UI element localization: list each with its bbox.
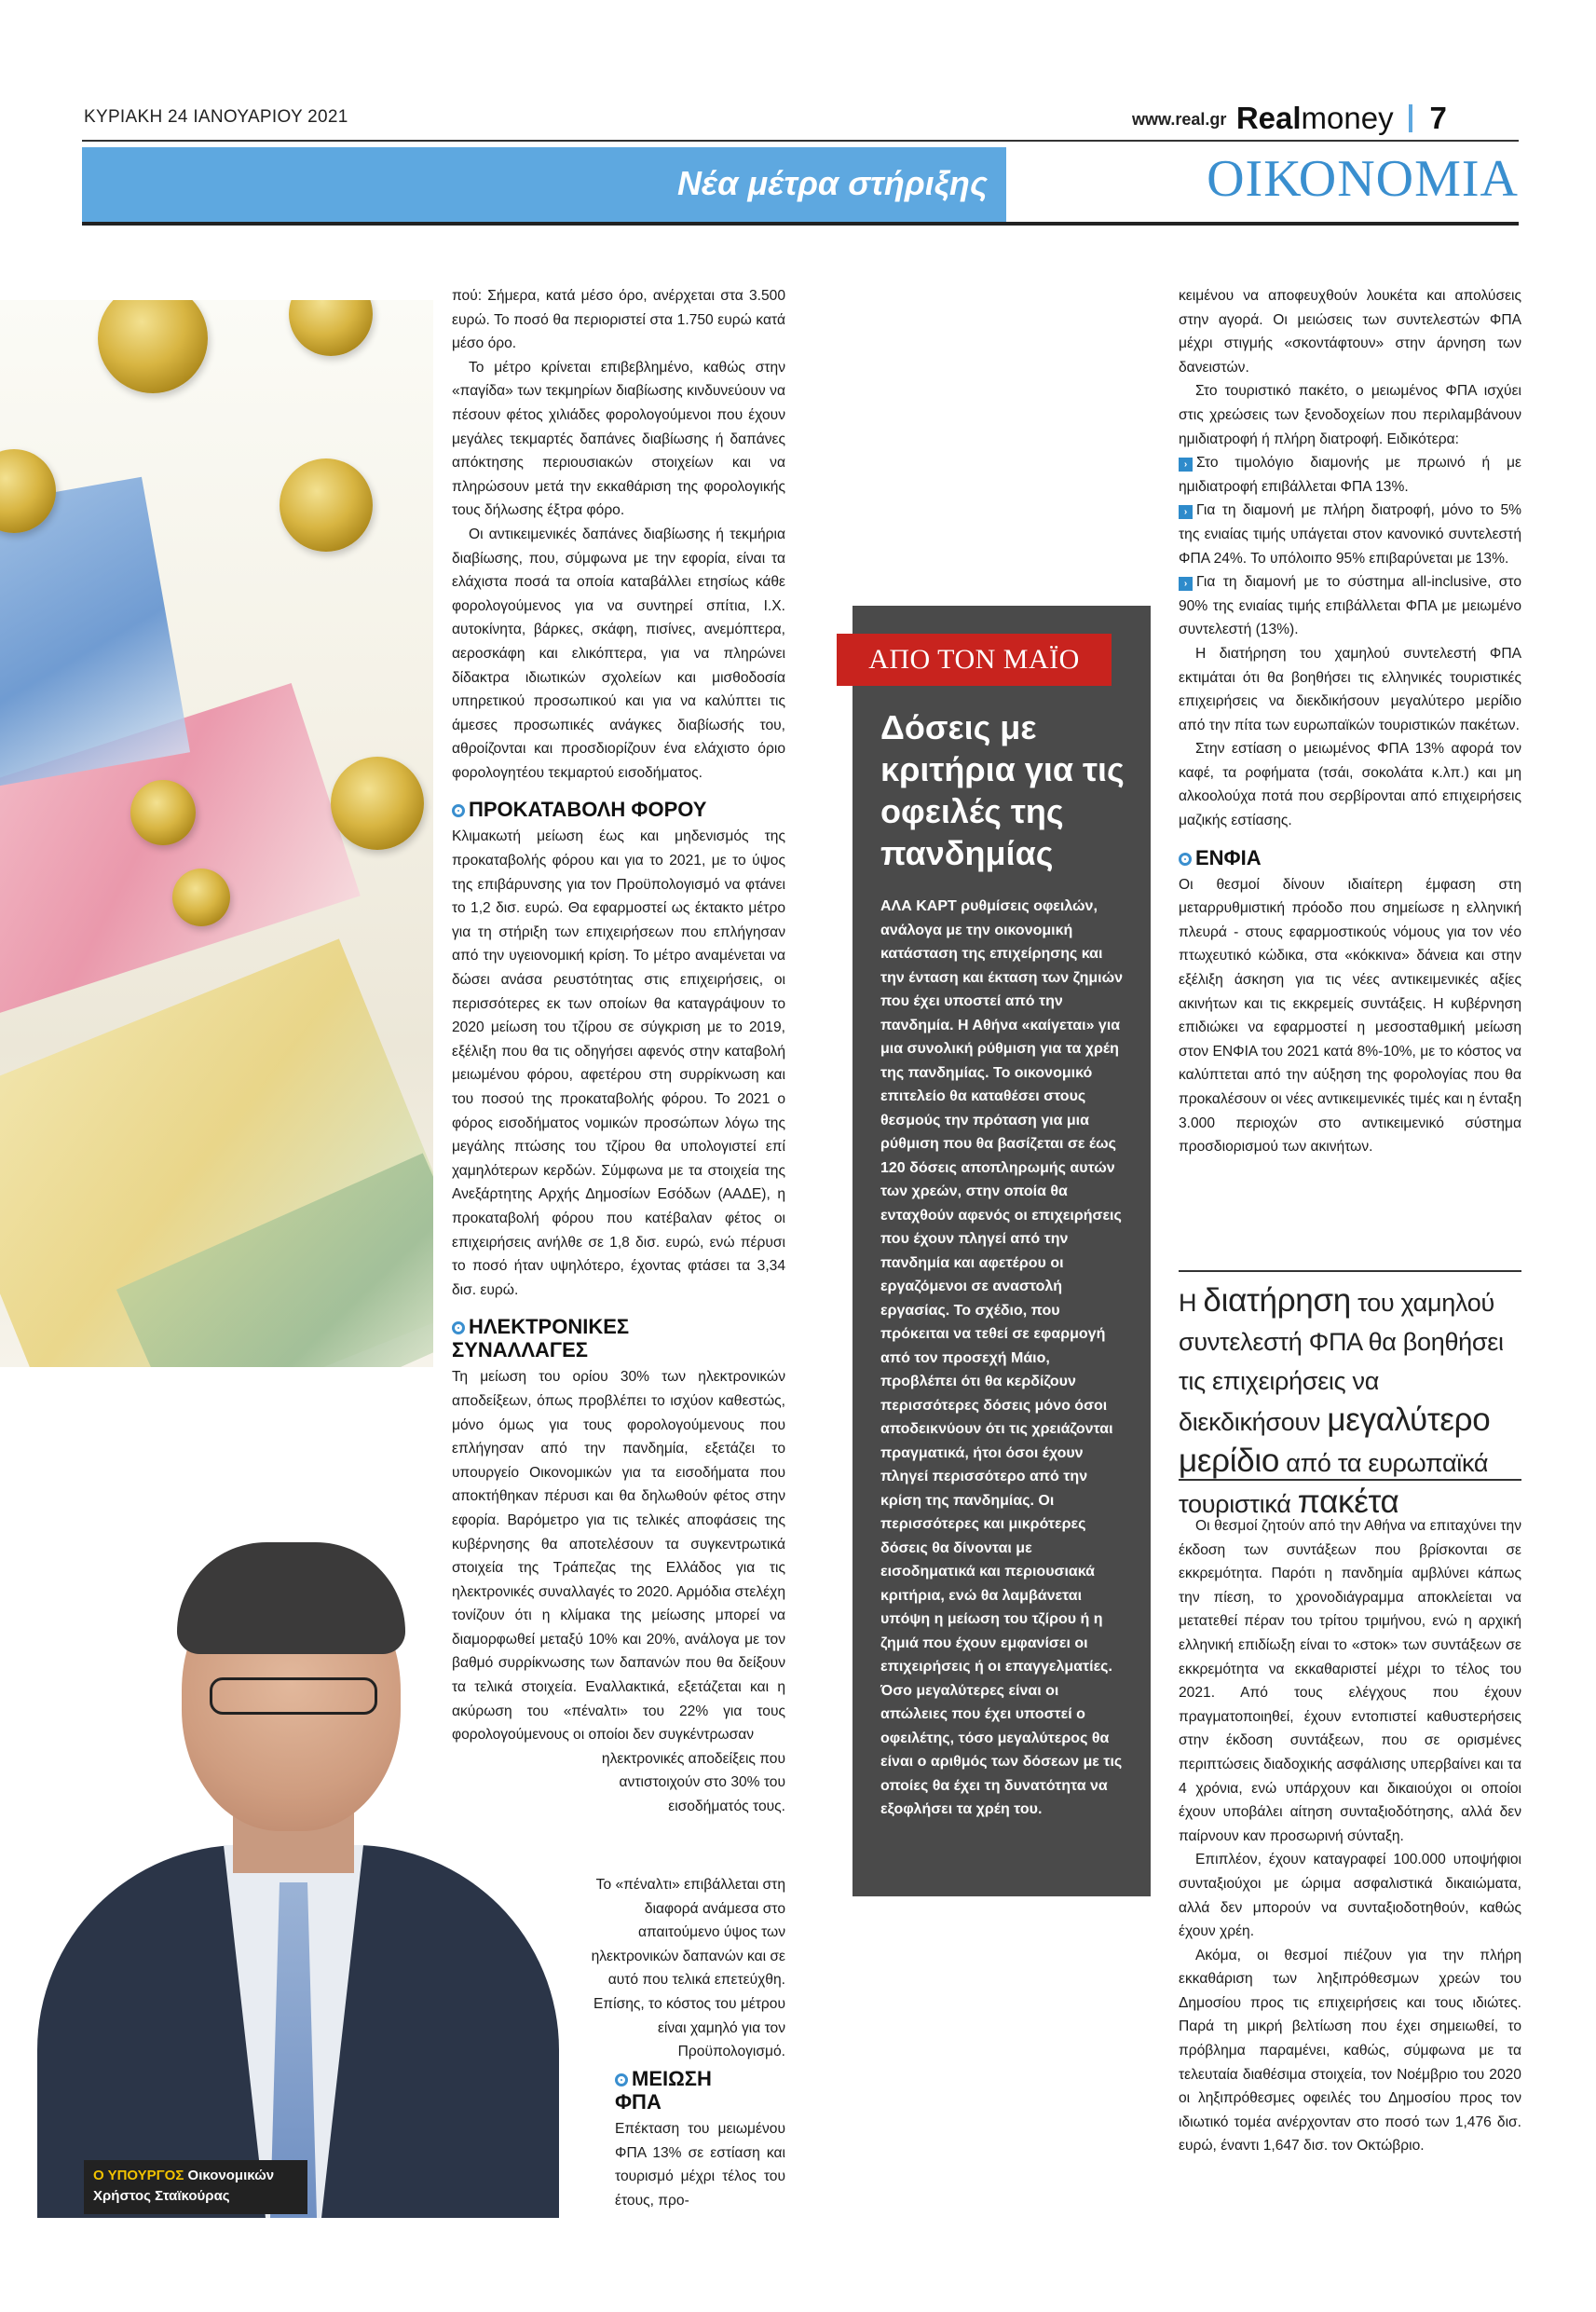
section-rule	[82, 222, 1519, 226]
section-title: Νέα μέτρα στήριξης	[676, 164, 988, 202]
arrow-icon: ›	[1179, 577, 1193, 591]
paragraph: Στο τουριστικό πακέτο, ο μειωμένος ΦΠΑ ισχύει στις χρεώσεις των ξενοδοχείων που περιλαμβάνουν ημιδιατροφή ή πλήρη διατροφή. Ειδικότερα:	[1179, 383, 1521, 447]
bullet-item: › Για τη διαμονή με το σύστημα all-inclusive, στο 90% της ενιαίας τιμής επιβάλλεται ΦΠΑ με μειωμένο συντελεστή (13%).	[1179, 574, 1521, 638]
hair	[177, 1542, 405, 1654]
column-3-lower	[1179, 1514, 1521, 2158]
paragraph: Τη μείωση του ορίου 30% των ηλεκτρονικών αποδείξεων, όπως προβλέπει το ισχύον καθεστώς, μόνο όμως για τους φορολογούμενους που επλήγησαν από την πανδημία, εξετάζει το υπουργείο Οικονομικών για τα εισοδήματα που αποκτήθηκαν πέρυσι και θα δηλωθούν φέτος στην εφορία. Βαρόμετρο για τις τελικές αποφάσεις της κυβέρνησης θα αποτελέσουν τα συγκεντρωτικά στοιχεία της Τράπεζας της Ελλάδος για τις ηλεκτρονικές συναλλαγές το 2020. Αρμόδια στελέχη τονίζουν ότι η κλίμακα της μείωσης μπορεί να διαμορφωθεί μεταξύ 10% και 20%, ανάλογα με τον βαθμό συρρίκνωσης των δαπανών που θα δείξουν τα τελικά στοιχεία. Εναλλακτικά, εξετάζεται και η ακύρωση του «πέναλτι» του 22% για τους φορολογούμενους οι οποίοι δεν συγκέντρωσαν	[452, 1369, 785, 1744]
caption-label: Ο ΥΠΟΥΡΓΟΣ	[93, 2168, 184, 2183]
column-1-lower	[578, 1873, 785, 2064]
page-date: ΚΥΡΙΑΚΗ 24 ΙΑΝΟΥΑΡΙΟΥ 2021	[84, 107, 348, 127]
paragraph: Οι θεσμοί ζητούν από την Αθήνα να επιταχύνει την έκδοση των συντάξεων που βρίσκονται σε εκκρεμότητα. Παρότι η πανδημία αμβλύνει κάπως την πίεση, το χρονοδιάγραμμα αποκλείεται να μετατεθεί πέραν του τρίτου τριμήνου, ενώ η αρχική ελληνική επιδίωξη είναι το «στοκ» των συντάξεων σε εκκρεμότητα να εκκαθαριστεί μέχρι το τέλος του 2021. Από τους ελέγχους που έχουν πραγματοποιηθεί, έχουν εντοπιστεί καθυστερήσεις στην έκδοση συντάξεων, που σε ορισμένες περιπτώσεις διαδοχικής ασφάλισης υπερβαίνει και τα 4 χρόνια, ενώ υπάρχουν και δικαιούχοι οι οποίοι έχουν υποβάλει αίτηση συνταξιοδότησης, αλλά δεν παίρνουν καν προσωρινή σύνταξη.	[1179, 1518, 1521, 1844]
coin	[331, 757, 424, 850]
paragraph: Η διατήρηση του χαμηλού συντελεστή ΦΠΑ εκτιμάται ότι θα βοηθήσει τις ελληνικές τουριστικές επιχειρήσεις να διεκδικήσουν μεγαλύτερο μερίδιο από την πίτα των ευρωπαϊκών τουριστικών πακέτων.	[1179, 645, 1521, 733]
paragraph: πού: Σήμερα, κατά μέσο όρο, ανέρχεται στα 3.500 ευρώ. Το ποσό θα περιοριστεί στα 1.750 ευρώ κατά μέσο όρο.	[452, 288, 785, 352]
caption-line1: Οικονομικών	[187, 2168, 275, 2183]
pull-quote: Η διατήρηση του χαμηλού συντελεστή ΦΠΑ θα βοηθήσει τις επιχειρήσεις να διεκδικήσουν μεγαλύτερο μερίδιο από τα ευρωπαϊκά τουριστικά πακέτα	[1179, 1282, 1504, 1520]
paragraph: Επέκταση του μειωμένου ΦΠΑ 13% σε εστίαση και τουρισμό μέχρι τέλος του έτους, προ-	[615, 2121, 785, 2209]
target-icon	[452, 804, 465, 817]
subheading-enfia: ΕΝΦΙΑ	[1179, 846, 1521, 869]
coin	[289, 300, 373, 356]
column-1	[452, 284, 785, 1819]
target-icon	[1179, 853, 1192, 866]
bullet-item: › Στο τιμολόγιο διαμονής με πρωινό ή με ημιδιατροφή επιβάλλεται ΦΠΑ 13%.	[1179, 455, 1521, 495]
paragraph: Στην εστίαση ο μειωμένος ΦΠΑ 13% αφορά τον καφέ, τα ροφήματα (τσάι, σοκολάτα κ.λπ.) και μη αλκοολούχα ποτά που σερβίρονται από επιχειρήσεις μαζικής εστίασης.	[1179, 741, 1521, 829]
paragraph: Επιπλέον, έχουν καταγραφεί 100.000 υποψήφιοι συνταξιούχοι με ώριμα ασφαλιστικά δικαιώματα, αλλά δεν μπορούν να συνταξιοδοτηθούν, καθώς έχουν χρέη.	[1179, 1852, 1521, 1940]
photo-caption	[84, 2160, 307, 2214]
caption-line2: Χρήστος Σταϊκούρας	[93, 2188, 230, 2204]
subheading-meiosi-fpa: ΜΕΙΩΣΗ ΦΠΑ	[615, 2067, 712, 2114]
coin	[130, 780, 196, 845]
bullet-item: › Για τη διαμονή με πλήρη διατροφή, μόνο το 5% της ενιαίας τιμής υπάγεται στον κανονικό συντελεστή ΦΠΑ 24%. Το υπόλοιπο 95% επιβαρύνεται με 13%.	[1179, 502, 1521, 567]
brand-real: Real	[1235, 101, 1302, 135]
column-3	[1179, 284, 1521, 1159]
coins-banknotes-photo	[0, 300, 433, 1367]
header-rule	[82, 140, 1519, 142]
coin	[280, 458, 373, 552]
column-1-bottom	[615, 2067, 785, 2212]
pull-quote-rule-bottom	[1179, 1479, 1521, 1481]
box-text: ρυθμίσεις οφειλών, ανάλογα με την οικονομική κατάσταση της επιχείρησης και την ένταση και έκταση των ζημιών που έχει υποστεί από την πανδημία. Η Αθήνα «καίγεται» για μια συνολική ρύθμιση για τα χρέη της πανδημίας. Το οικονομικό επιτελείο θα καταθέσει στους θεσμούς την πρόταση για μια ρύθμιση που θα βασίζεται σε έως 120 δόσεις αποπληρωμής αυτών των χρεών, στην οποία θα ενταχθούν αφενός οι επιχειρήσεις που έχουν πληγεί από την πανδημία και αφετέρου οι εργαζόμενοι σε αναστολή εργασίας. Το σχέδιο, που πρόκειται να τεθεί σε εφαρμογή από τον προσεχή Μάιο, προβλέπει ότι θα κερδίζουν περισσότερες δόσεις μόνο όσοι αποδεικνύουν ότι τις χρειάζονται πραγματικά, ήτοι όσοι έχουν πληγεί περισσότερο από την κρίση της πανδημίας. Οι περισσότερες και μικρότερες δόσεις θα δίνονται με εισοδηματικά και περιουσιακά κριτήρια, ενώ θα λαμβάνεται υπόψη η μείωση του τζίρου ή η ζημιά που έχουν εμφανίσει οι επιχειρήσεις ή οι επαγγελματίες. Όσο μεγαλύτερες είναι οι απώλειες που έχει υποστεί ο οφειλέτης, τόσο μεγαλύτερος θα είναι ο αριθμός των δόσεων με τις οποίες θα έχει τη δυνατότητα να εξοφλήσει τα χρέη του.	[880, 898, 1123, 1817]
paragraph: Το «πέναλτι» επιβάλλεται στη διαφορά ανάμεσα στο απαιτούμενο ύψος των ηλεκτρονικών δαπανών και σε αυτό που τελικά επετεύχθη. Επίσης, το κόστος του μέτρου είναι χαμηλό για τον Προϋπολογισμό.	[591, 1877, 785, 2060]
box-body	[880, 895, 1127, 1822]
brand-divider	[1409, 104, 1412, 132]
section-name: ΟΙΚΟΝΟΜΙΑ	[1207, 150, 1519, 208]
coin	[172, 869, 230, 926]
coin	[98, 300, 208, 393]
pull-quote-rule-top	[1179, 1270, 1521, 1272]
paragraph: ηλεκτρονικές αποδείξεις που αντιστοιχούν στο 30% του εισοδήματός τους.	[601, 1750, 785, 1815]
subheading-prokataboli: ΠΡΟΚΑΤΑΒΟΛΗ ΦΟΡΟΥ	[452, 798, 785, 821]
brand-money: money	[1301, 101, 1394, 135]
subheading-ilektronikes: ΗΛΕΚΤΡΟΝΙΚΕΣ ΣΥΝΑΛΛΑΓΕΣ	[452, 1315, 630, 1362]
page-number: 7	[1429, 101, 1447, 135]
site-url[interactable]: www.real.gr	[1132, 110, 1227, 129]
paragraph: Ακόμα, οι θεσμοί πιέζουν για την πλήρη εκκαθάριση των ληξιπρόθεσμων χρεών του Δημοσίου προς τις επιχειρήσεις και τους ιδιώτες. Παρά τη μικρή βελτίωση που έχει σημειωθεί, το πρόβλημα παραμένει, καθώς, σύμφωνα με τα τελευταία διαθέσιμα στοιχεία, τον Νοέμβριο του 2020 οι ληξιπρόθεσμες οφειλές του Δημοσίου προς τον ιδιωτικό τομέα ανέρχονταν στο ποσό των 1,476 δισ. ευρώ, έναντι 1,647 δισ. τον Οκτώβριο.	[1179, 1947, 1521, 2155]
box-title: Δόσεις με κριτήρια για τις οφειλές της πανδημίας	[880, 708, 1125, 872]
paragraph: Οι αντικειμενικές δαπάνες διαβίωσης ή τεκμήρια διαβίωσης, που, σύμφωνα με την εφορία, είναι τα ελάχιστα ποσά τα οποία καταβάλλει ετησίως κάθε φορολογούμενος για να συντηρεί σπίτια, Ι.Χ. αυτοκίνητα, βάρκες, σκάφη, πισίνες, ανεμόπτερα, αεροσκάφη και ελικόπτερα, για να πληρώνει δίδακτρα ιδιωτικών σχολείων και μισθοδοσία υπηρετικού προσωπικού και για να καλύπτει τις άμεσες προσωπικές ανάγκες διαβίωσής του, αθροίζονται και προσδιορίζουν ένα ελάχιστο όριο φορολογητέου τεκμαρτού εισοδήματος.	[452, 526, 785, 781]
box-lead: ΑΛΑ ΚΑΡΤ	[880, 898, 957, 914]
target-icon	[452, 1321, 465, 1334]
arrow-icon: ›	[1179, 505, 1193, 519]
arrow-icon: ›	[1179, 458, 1193, 472]
paragraph: Κλιμακωτή μείωση έως και μηδενισμός της προκαταβολής φόρου και για το 2021, με το ύψος της επιβάρυνσης για τον Προϋπολογισμό να φτάνει το 1,2 δισ. ευρώ. Θα εφαρμοστεί ως έκτακτο μέτρο για τη στήριξη των επιχειρήσεων που επλήγησαν από την υγειονομική κρίση. Το μέτρο αναμένεται να δώσει ανάσα ρευστότητας στις επιχειρήσεις, οι περισσότερες εκ των οποίων θα καταγράψουν το 2020 μείωση του τζίρου σε σύγκριση με το 2019, εξέλιξη που θα τις οδηγήσει αφενός στην καταβολή μειωμένου φόρου, αφετέρου στη συρρίκνωση και του ποσού της προκαταβολής φόρου. Το 2021 ο φόρος εισοδήματος νομικών προσώπων λόγω της μεγάλης πτώσης του τζίρου θα υπολογιστεί επί χαμηλότερων κερδών. Σύμφωνα με τα στοιχεία της Ανεξάρτητης Αρχής Δημοσίων Εσόδων (ΑΑΔΕ), η προκαταβολή φόρου που κατέβαλαν φέτος οι επιχειρήσεις ανήλθε σε 1,8 δισ. ευρώ, ενώ πέρυσι το ποσό ήταν υψηλότερο, έχοντας φτάσει τα 3,34 δισ. ευρώ.	[452, 828, 785, 1298]
box-kicker: ΑΠΟ ΤΟΝ ΜΑΪΟ	[837, 634, 1112, 686]
paragraph: κειμένου να αποφευχθούν λουκέτα και απολύσεις στην αγορά. Οι μειώσεις των συντελεστών ΦΠΑ μέχρι στιγμής «σκοντάφτουν» στην άρνηση των δανειστών.	[1179, 288, 1521, 376]
glasses	[210, 1677, 377, 1715]
paragraph: Οι θεσμοί δίνουν ιδιαίτερη έμφαση στη μεταρρυθμιστική πρόοδο που σημείωσε η ελληνική πλευρά - στους εφαρμοστικούς νόμους για τον νέο πτωχευτικό κώδικα, στα «κόκκινα» δάνεια και στην εξέλιξη άσκηση για τις νέες αντικειμενικές αξίες ακινήτων και τις εκκρεμείς συντάξεις. Η κυβέρνηση επιδιώκει να εφαρμοστεί η μεσοσταθμική μείωση στον ΕΝΦΙΑ του 2021 κατά 8%-10%, με το κόστος να καλύπτεται από την αύξηση της φορολογίας που θα προκαλέσουν οι νέες αντικειμενικές τιμές και η ένταξη 3.000 περιοχών στο αντικειμενικό σύστημα προσδιορισμού των ακινήτων.	[1179, 876, 1521, 1156]
paragraph: Το μέτρο κρίνεται επιβεβλημένο, καθώς στην «παγίδα» των τεκμηρίων διαβίωσης κινδυνεύουν να πέσουν φέτος χιλιάδες φορολογούμενοι που έχουν μεγάλες τεκμαρτές δαπάνες διαβίωσης ή δαπάνες απόκτησης περιουσιακών στοιχείων και να πληρώσουν μετά την εκκαθάριση της φορολογικής τους δήλωσης έξτρα φόρο.	[452, 359, 785, 519]
masthead	[1132, 101, 1528, 138]
target-icon	[615, 2073, 628, 2086]
